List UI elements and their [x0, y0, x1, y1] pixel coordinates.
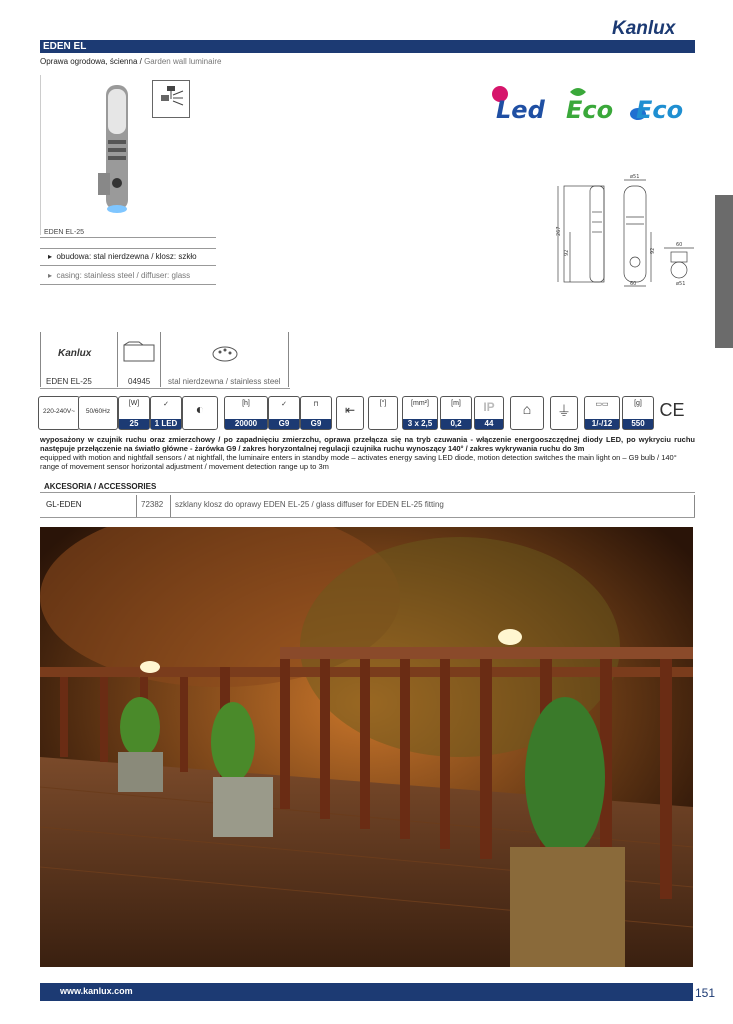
subtitle-pl: Oprawa ogrodowa, ścienna — [40, 57, 138, 66]
description-en: equipped with motion and nightfall sensors / at nightfall, the luminaire enters in standby mode – activates energy saving LED diode, motion detection switches the main light on – G9 bulb / 140° range of movement sensor horizontal adjustment / movement detection range up to 3m — [40, 453, 677, 471]
power-icon: [W] 25 — [118, 396, 150, 430]
mounting-icon: ⇤ — [336, 396, 364, 430]
eco-logo-text: Eco — [566, 96, 614, 124]
page-number: 151 — [695, 986, 716, 1000]
divider — [170, 495, 171, 517]
distance-icon: [m] 0,2 — [440, 396, 472, 430]
description — [40, 435, 695, 471]
product-image — [98, 85, 138, 215]
spec-brand-logo: Kanlux — [58, 348, 92, 359]
motion-sensor-icon — [152, 80, 190, 118]
packaging-icon: ▭▭ 1/-/12 — [584, 396, 620, 430]
divider — [40, 284, 216, 285]
material-icon — [210, 344, 240, 364]
cable-section-icon: [mm²] 3 x 2,5 — [402, 396, 438, 430]
spec-icon-row — [38, 396, 700, 430]
led-logo-text: Led — [496, 96, 545, 124]
divider — [40, 265, 216, 266]
dim-label: ø51 — [630, 174, 640, 180]
dim-label: 267 — [556, 226, 562, 236]
divider — [40, 332, 41, 387]
subtitle-en: Garden wall luminaire — [144, 57, 222, 66]
page-title: EDEN EL — [43, 41, 87, 52]
dim-label: 92 — [564, 249, 570, 256]
product-caption: EDEN EL-25 — [44, 229, 85, 236]
frequency-icon: 50/60Hz — [78, 396, 118, 430]
subtitle — [40, 57, 221, 66]
divider — [40, 388, 290, 389]
ce-mark-icon: CE — [658, 396, 686, 428]
divider — [40, 492, 695, 493]
class-icon: ⏚ — [550, 396, 578, 430]
garden-deck-photo — [40, 527, 693, 967]
brand-logo: Kanlux — [612, 18, 676, 39]
table-row — [40, 495, 695, 517]
header-bar — [40, 40, 695, 53]
voltage-icon: 220-240V~ — [38, 396, 80, 430]
dim-label: 60 — [676, 242, 683, 248]
dim-label: 92 — [650, 247, 656, 254]
subtitle-sep: / — [137, 57, 145, 66]
side-tab — [715, 195, 733, 348]
feature-item: ▸ casing: stainless steel / diffuser: glass — [48, 271, 191, 280]
accessories-title: AKCESORIA / ACCESSORIES — [44, 482, 157, 491]
bulb-socket-icon: ✓ G9 — [268, 396, 300, 430]
accessory-desc: szklany klosz do oprawy EDEN EL-25 / glass diffuser for EDEN EL-25 fitting — [175, 500, 444, 509]
description-pl: wyposażony w czujnik ruchu oraz zmierzchowy / po zapadnięciu zmierzchu, oprawa przełącza się na tryb czuwania - włączenie energooszczędnej diody LED, po wykryciu ruchu następuje przełączenie na światło główne - żarówka G9 / zakres horyzontalnej regulacji czujnika ruchu wynoszący 140° / zakres wykrywania ruchu do 3m — [40, 435, 695, 453]
accessory-name: GL-EDEN — [46, 500, 82, 509]
divider — [288, 332, 289, 387]
accessory-code: 72382 — [141, 500, 164, 509]
divider — [694, 495, 695, 517]
led-icon: ✓ 1 LED — [150, 396, 182, 430]
dim-label: ø51 — [676, 281, 686, 287]
divider — [117, 332, 118, 387]
dim-label: 60 — [630, 281, 637, 287]
adjust-angle-icon: [°] — [368, 396, 398, 430]
spec-model: EDEN EL-25 — [46, 377, 92, 386]
spec-code: 04945 — [128, 377, 151, 386]
footer-bar — [40, 983, 693, 1001]
eco-logo-text: Eco — [636, 96, 684, 124]
energy-saving-icon: ◐ — [182, 396, 218, 430]
feature-item: ▸ obudowa: stal nierdzewna / klosz: szkło — [48, 252, 197, 261]
divider — [160, 332, 161, 387]
g9-socket-icon: ⊓ G9 — [300, 396, 332, 430]
footer-url[interactable]: www.kanlux.com — [60, 986, 133, 996]
outdoor-icon: ⌂ — [510, 396, 544, 430]
eco-logos — [488, 84, 693, 124]
divider — [136, 495, 137, 517]
divider — [40, 237, 216, 238]
lifetime-icon: [h] 20000 — [224, 396, 268, 430]
spec-material: stal nierdzewna / stainless steel — [168, 377, 281, 386]
weight-icon: [g] 550 — [622, 396, 654, 430]
divider — [40, 248, 216, 249]
box-icon — [123, 341, 155, 363]
divider — [40, 517, 695, 518]
technical-drawing — [556, 172, 696, 290]
product-photo-border — [40, 75, 41, 235]
ip-rating-icon: IP 44 — [474, 396, 504, 430]
